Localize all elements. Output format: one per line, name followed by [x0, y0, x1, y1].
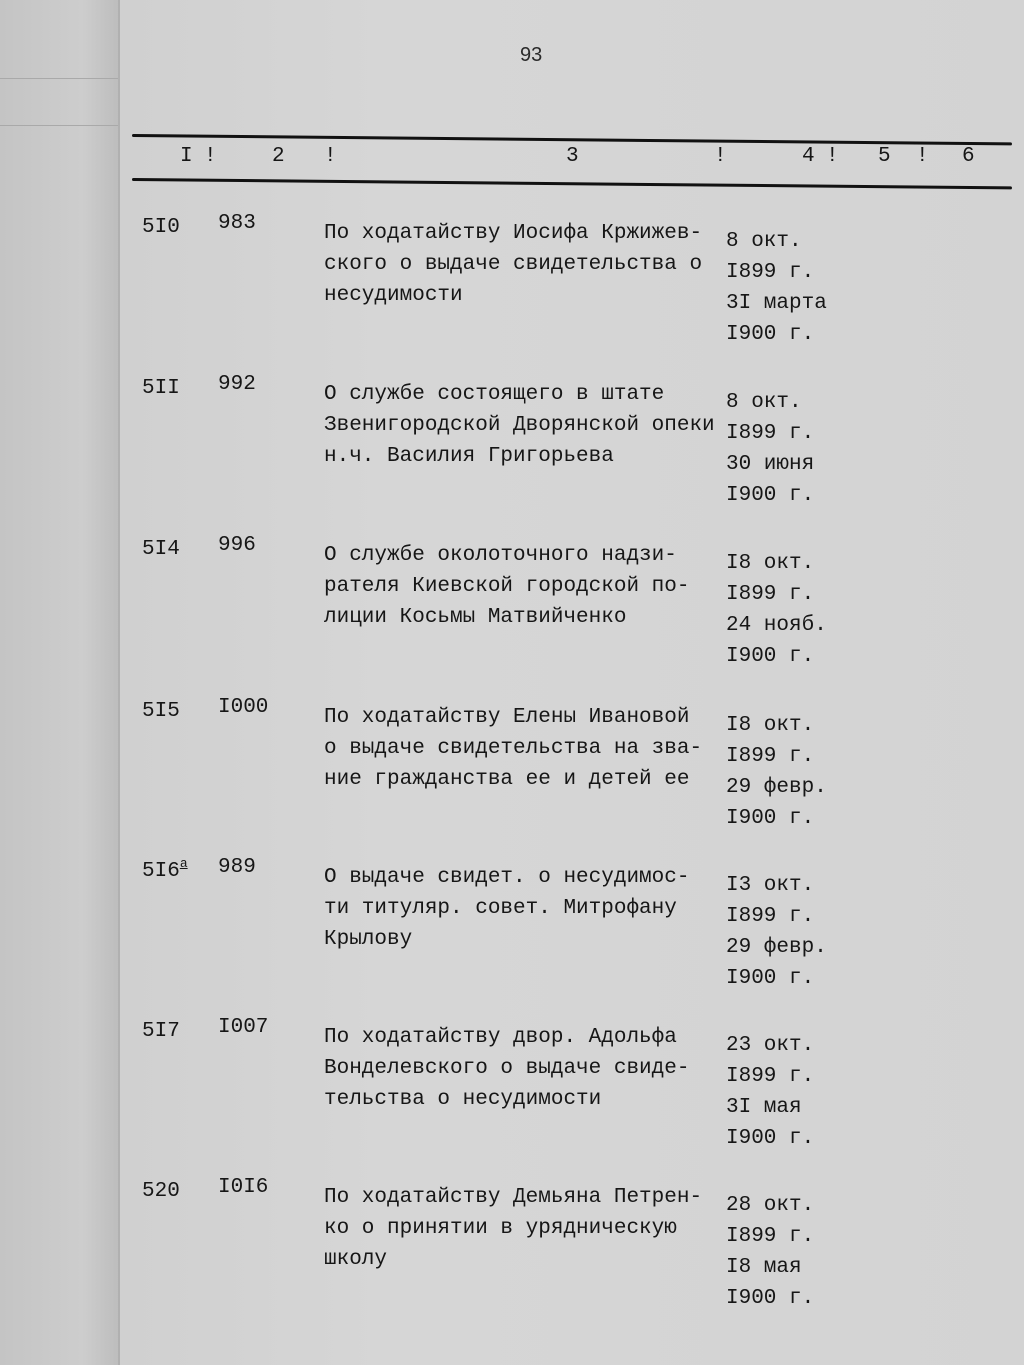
date-line: I900 г.: [726, 1127, 815, 1150]
column-header-1: I: [180, 145, 193, 168]
date-line: 28 окт.: [726, 1194, 815, 1217]
entry-dates: [726, 226, 827, 350]
case-number: 989: [218, 856, 256, 879]
date-line: I900 г.: [726, 967, 815, 990]
date-line: I899 г.: [726, 583, 815, 606]
column-separator: !: [714, 145, 727, 168]
date-line: I8 окт.: [726, 552, 815, 575]
case-number: 983: [218, 212, 256, 235]
document-page: [120, 0, 1024, 1365]
column-header-5: 5: [878, 145, 891, 168]
column-header-6: 6: [962, 145, 975, 168]
description-line: ского о выдаче свидетельства о: [324, 253, 703, 276]
date-line: 29 февр.: [726, 936, 827, 959]
date-line: I899 г.: [726, 1065, 815, 1088]
description-line: Вонделевского о выдаче свиде-: [324, 1057, 690, 1080]
entry-dates: [726, 1190, 814, 1314]
description-line: По ходатайству Демьяна Петрен-: [324, 1186, 703, 1209]
case-number: 996: [218, 534, 256, 557]
date-line: 29 февр.: [726, 776, 827, 799]
date-line: 24 нояб.: [726, 614, 827, 637]
description-line: По ходатайству Елены Ивановой: [324, 706, 690, 729]
entry-number: [142, 1016, 180, 1043]
entry-description: [324, 379, 724, 472]
description-line: ние гражданства ее и детей ее: [324, 768, 690, 791]
entry-description: [324, 540, 724, 633]
entry-dates: [726, 1030, 814, 1154]
date-line: I899 г.: [726, 261, 815, 284]
entry-description: [324, 1022, 724, 1115]
previous-page-edge: [0, 0, 120, 1365]
entry-number: [142, 696, 180, 723]
description-line: Крылову: [324, 928, 413, 951]
date-line: 8 окт.: [726, 391, 802, 414]
description-line: рателя Киевской городской по-: [324, 575, 690, 598]
column-separator: !: [324, 145, 337, 168]
entry-number-text: 5I5: [142, 700, 180, 723]
description-line: ко о принятии в урядническую: [324, 1217, 677, 1240]
column-header-3: 3: [566, 145, 579, 168]
column-separator: !: [204, 145, 217, 168]
description-line: лиции Косьмы Матвийченко: [324, 606, 627, 629]
description-line: По ходатайству Иосифа Кржижев-: [324, 222, 703, 245]
entry-number: [142, 534, 180, 561]
description-line: О службе состоящего в штате: [324, 383, 665, 406]
entry-number-text: 5I4: [142, 538, 180, 561]
date-line: 8 окт.: [726, 230, 802, 253]
column-separator: !: [826, 145, 839, 168]
date-line: 30 июня: [726, 453, 815, 476]
description-line: ти титуляр. совет. Митрофану: [324, 897, 677, 920]
date-line: I899 г.: [726, 745, 815, 768]
date-line: I900 г.: [726, 645, 815, 668]
entry-number-text: 5II: [142, 377, 180, 400]
date-line: I3 окт.: [726, 874, 815, 897]
entry-number-superscript: а: [179, 856, 188, 871]
date-line: I8 окт.: [726, 714, 815, 737]
entry-number: [142, 856, 188, 883]
date-line: I899 г.: [726, 1225, 815, 1248]
entry-description: [324, 862, 724, 955]
date-line: I899 г.: [726, 422, 815, 445]
entry-number-text: 5I6: [142, 860, 180, 883]
description-line: школу: [324, 1248, 388, 1271]
entry-number-text: 5I0: [142, 216, 180, 239]
date-line: I8 мая: [726, 1256, 802, 1279]
description-line: н.ч. Василия Григорьева: [324, 445, 614, 468]
entry-number-text: 520: [142, 1180, 180, 1203]
entry-number: [142, 212, 180, 239]
entry-dates: [726, 870, 827, 994]
case-number: 992: [218, 373, 256, 396]
date-line: I900 г.: [726, 484, 815, 507]
description-line: тельства о несудимости: [324, 1088, 602, 1111]
description-line: О выдаче свидет. о несудимос-: [324, 866, 690, 889]
description-line: По ходатайству двор. Адольфа: [324, 1026, 677, 1049]
entry-description: [324, 1182, 724, 1275]
column-separator: !: [916, 145, 929, 168]
date-line: 3I мая: [726, 1096, 802, 1119]
description-line: О службе околоточного надзи-: [324, 544, 677, 567]
header-rule-bottom: [132, 178, 1012, 189]
entry-number-text: 5I7: [142, 1020, 180, 1043]
case-number: I007: [218, 1016, 269, 1039]
entry-number: [142, 1176, 180, 1203]
description-line: о выдаче свидетельства на зва-: [324, 737, 703, 760]
column-header-4: 4: [802, 145, 815, 168]
entry-number: [142, 373, 180, 400]
header-rule-top: [132, 134, 1012, 145]
page-number: 93: [520, 44, 543, 66]
date-line: I900 г.: [726, 323, 815, 346]
date-line: 3I марта: [726, 292, 827, 315]
date-line: I899 г.: [726, 905, 815, 928]
entry-dates: [726, 548, 827, 672]
case-number: I000: [218, 696, 269, 719]
column-header-2: 2: [272, 145, 285, 168]
description-line: несудимости: [324, 284, 463, 307]
ghost-rule: [0, 78, 118, 79]
entry-dates: [726, 710, 827, 834]
entry-dates: [726, 387, 814, 511]
case-number: I0I6: [218, 1176, 269, 1199]
entry-description: [324, 702, 724, 795]
entry-description: [324, 218, 724, 311]
date-line: 23 окт.: [726, 1034, 815, 1057]
description-line: Звенигородской Дворянской опеки: [324, 414, 715, 437]
date-line: I900 г.: [726, 1287, 815, 1310]
date-line: I900 г.: [726, 807, 815, 830]
ghost-rule: [0, 125, 118, 126]
